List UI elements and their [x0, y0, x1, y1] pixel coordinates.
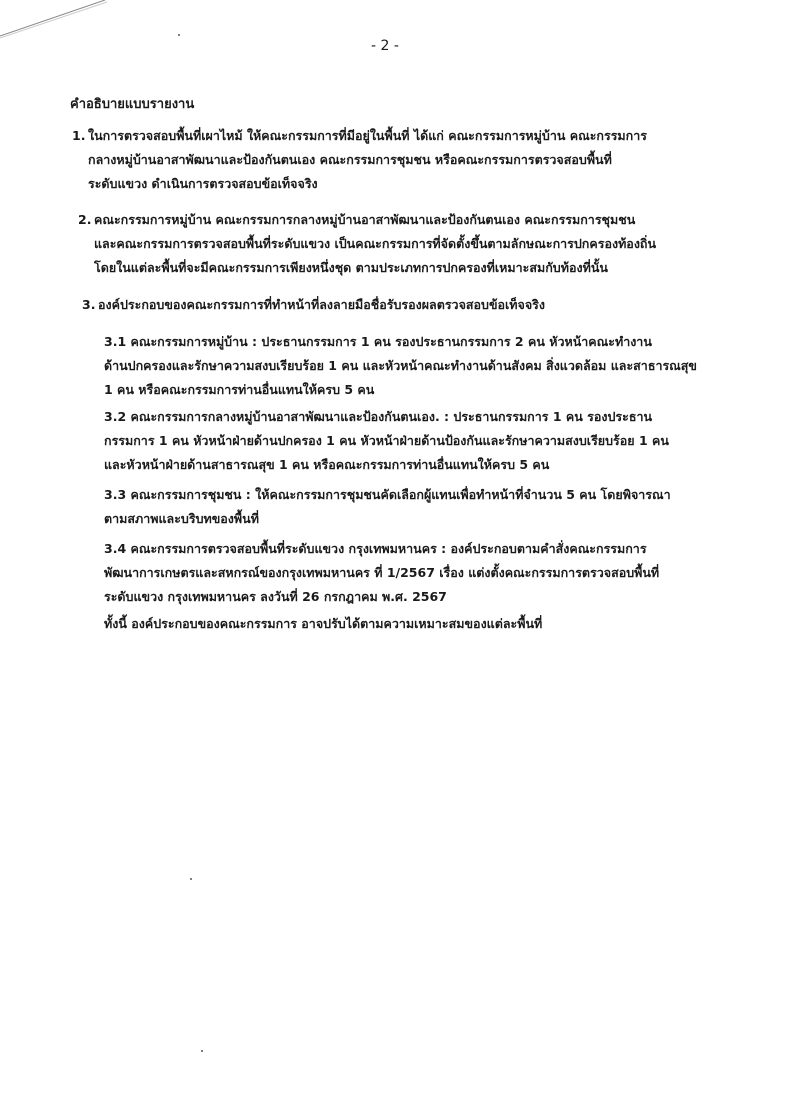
closing-note [104, 612, 542, 636]
item-number: 1. [72, 128, 86, 143]
sub-item-3-2 [104, 405, 669, 477]
sub-item-line: ตามสภาพและบริบทของพื้นที่ [104, 511, 259, 526]
sub-item-line: 3.2 คณะกรรมการกลางหมู่บ้านอาสาพัฒนาและป้องกันตนเอง. : ประธานกรรมการ 1 คน รองประธาน [104, 409, 653, 424]
numbered-item-2 [78, 208, 718, 280]
section-heading: คำอธิบายแบบรายงาน [70, 97, 195, 112]
page-number: - 2 - [371, 38, 399, 54]
scan-speck [190, 878, 192, 880]
item-line: ในการตรวจสอบพื้นที่เผาไหม้ ให้คณะกรรมการที่มีอยู่ในพื้นที่ ได้แก่ คณะกรรมการหมู่บ้าน คณะกรรมการ [88, 128, 647, 143]
sub-item-line: ระดับแขวง กรุงเทพมหานคร ลงวันที่ 26 กรกฎาคม พ.ศ. 2567 [104, 589, 447, 604]
item-number: 2. [78, 212, 92, 227]
closing-note-text: ทั้งนี้ องค์ประกอบของคณะกรรมการ อาจปรับได้ตามความเหมาะสมของแต่ละพื้นที่ [104, 616, 543, 631]
numbered-item-3 [82, 293, 722, 317]
sub-item-3-1 [104, 330, 697, 402]
item-line: องค์ประกอบของคณะกรรมการที่ทำหน้าที่ลงลายมือชื่อรับรองผลตรวจสอบข้อเท็จจริง [98, 297, 545, 312]
scan-speck [201, 1050, 203, 1052]
sub-item-line: กรรมการ 1 คน หัวหน้าฝ่ายด้านปกครอง 1 คน หัวหน้าฝ่ายด้านป้องกันและรักษาความสงบเรียบร้อย 1 คน [104, 433, 669, 448]
sub-item-line: 3.4 คณะกรรมการตรวจสอบพื้นที่ระดับแขวง กรุงเทพมหานคร : องค์ประกอบตามคำสั่งคณะกรรมการ [104, 541, 647, 556]
sub-item-3-3 [104, 483, 671, 531]
item-line: โดยในแต่ละพื้นที่จะมีคณะกรรมการเพียงหนึ่งชุด ตามประเภทการปกครองที่เหมาะสมกับท้องที่นั้น [94, 260, 608, 275]
sub-item-line: และหัวหน้าฝ่ายด้านสาธารณสุข 1 คน หรือคณะกรรมการท่านอื่นแทนให้ครบ 5 คน [104, 457, 550, 472]
sub-item-line: 3.3 คณะกรรมการชุมชน : ให้คณะกรรมการชุมชนคัดเลือกผู้แทนเพื่อทำหน้าที่จำนวน 5 คน โดยพิจารณา [104, 487, 671, 502]
sub-item-line: ด้านปกครองและรักษาความสงบเรียบร้อย 1 คน และหัวหน้าคณะทำงานด้านสังคม สิ่งแวดล้อม และสาธารณสุข [104, 358, 697, 373]
sub-item-3-4 [104, 537, 659, 609]
scan-speck [178, 34, 180, 36]
item-number: 3. [82, 297, 96, 312]
sub-item-line: พัฒนาการเกษตรและสหกรณ์ของกรุงเทพมหานคร ที่ 1/2567 เรื่อง แต่งตั้งคณะกรรมการตรวจสอบพื้นที่ [104, 565, 660, 580]
sub-item-line: 1 คน หรือคณะกรรมการท่านอื่นแทนให้ครบ 5 คน [104, 382, 375, 397]
item-line: ระดับแขวง ดำเนินการตรวจสอบข้อเท็จจริง [88, 176, 318, 191]
item-line: กลางหมู่บ้านอาสาพัฒนาและป้องกันตนเอง คณะกรรมการชุมชน หรือคณะกรรมการตรวจสอบพื้นที่ [88, 152, 612, 167]
numbered-item-1 [72, 124, 712, 196]
item-line: และคณะกรรมการตรวจสอบพื้นที่ระดับแขวง เป็นคณะกรรมการที่จัดตั้งขึ้นตามลักษณะการปกครองท้องถิ่น [94, 236, 657, 251]
item-line: คณะกรรมการหมู่บ้าน คณะกรรมการกลางหมู่บ้านอาสาพัฒนาและป้องกันตนเอง คณะกรรมการชุมชน [94, 212, 636, 227]
sub-item-line: 3.1 คณะกรรมการหมู่บ้าน : ประธานกรรมการ 1 คน รองประธานกรรมการ 2 คน หัวหน้าคณะทำงาน [104, 334, 652, 349]
